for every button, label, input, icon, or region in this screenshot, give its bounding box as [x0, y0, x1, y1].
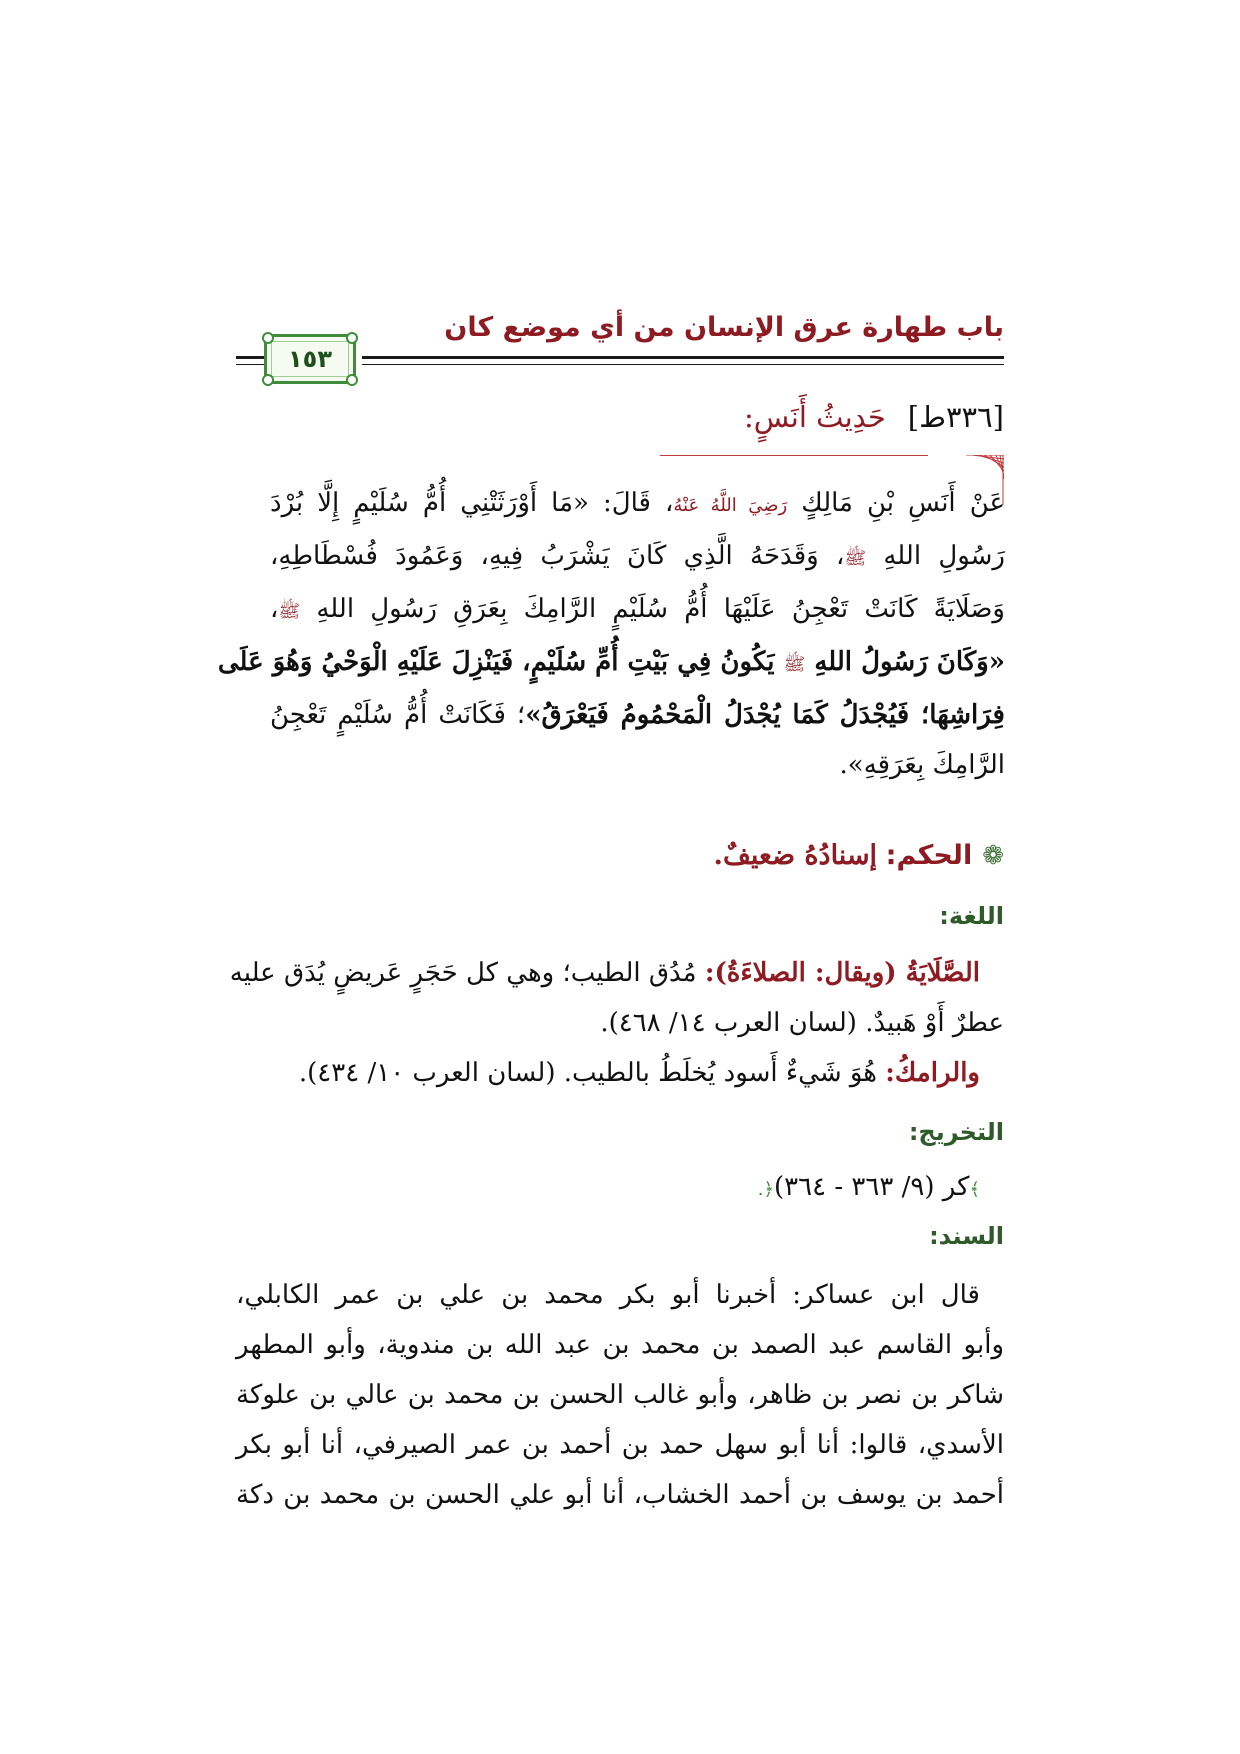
hadith-line	[270, 478, 1005, 531]
badge-corner-ornament	[346, 374, 358, 386]
sanad-line: وأبو القاسم عبد الصمد بن محمد بن عبد الله بن مندوية، وأبو المطهر	[236, 1330, 1004, 1360]
hadith-text-segment: ، وَقَدَحَهُ الَّذِي كَانَ يَشْرَبُ فِيهِ، وَعَمُودَ فُسْطَاطِهِ،	[270, 541, 845, 571]
heading-divider	[660, 455, 928, 456]
lexicon-term: الصَّلَايَةُ (ويقال: الصلاءَةُ):	[704, 958, 980, 988]
hadith-line	[270, 690, 1005, 740]
lexicon-definition: مُدُق الطيب؛ وهي كل حَجَرٍ عَريضٍ يُدَق عليه	[229, 958, 697, 988]
hadith-line	[270, 531, 1005, 584]
chapter-title: باب طهارة عرق الإنسان من أي موضع كان	[444, 312, 1004, 343]
hadith-line	[270, 584, 1005, 637]
sanad-text	[236, 1270, 1004, 1520]
sanad-line: شاكر بن نصر بن ظاهر، وأبو غالب الحسن بن محمد بن عالي بن علوكة	[236, 1380, 1004, 1410]
page-number-badge	[264, 334, 356, 384]
honorific-glyph: ﷺ	[278, 601, 301, 622]
hadith-title: حَدِيثُ أَنَسٍ:	[744, 400, 886, 434]
header-rule-left-thin	[236, 364, 264, 365]
ruling-label: الحكم:	[885, 840, 973, 871]
honorific-glyph: رَضِيَ اللَّهُ عَنْهُ	[673, 495, 788, 516]
close-bracket-ornament: ﴿.	[757, 1179, 775, 1200]
badge-corner-ornament	[262, 332, 274, 344]
hadith-text-segment: وَصَلَايَةً كَانَتْ تَعْجِنُ عَلَيْهَا أُمُّ سُلَيْمٍ الرَّامِكَ بِعَرَقِ رَسُولِ اللهِ	[300, 594, 1005, 624]
badge-corner-ornament	[346, 332, 358, 344]
sanad-heading: السند:	[929, 1222, 1004, 1250]
hadith-text-segment: يَكُونُ فِي بَيْتِ أُمِّ سُلَيْمٍ، فَيَنْزِلَ عَلَيْهِ الْوَحْيُ وَهُوَ عَلَى	[217, 647, 784, 677]
sanad-line: أحمد بن يوسف بن أحمد الخشاب، أنا أبو علي الحسن بن محمد بن دكة	[236, 1480, 1004, 1510]
lexicon-line: عطرٌ أَوْ هَبيدٌ. (لسان العرب ١٤/ ٤٦٨).	[600, 1008, 1004, 1038]
ruling-value: إسنادُهُ ضعيفٌ.	[713, 840, 878, 871]
hadith-text-segment: رَسُولِ اللهِ	[866, 541, 1005, 571]
honorific-glyph: ﷺ	[844, 548, 867, 569]
lexicon-salaya	[229, 948, 1004, 1048]
hadith-heading	[744, 400, 1004, 434]
hadith-text-segment: ،	[270, 594, 279, 624]
takhrij-heading: التخريج:	[908, 1118, 1004, 1146]
takhrij-reference	[758, 1172, 980, 1202]
page-number: ١٥٣	[288, 345, 332, 373]
header-rule-left	[236, 356, 264, 359]
hadith-text-segment: ، قَالَ: «مَا أَوْرَثَتْنِي أُمُّ سُلَيْمٍ إِلَّا بُرْدَ	[270, 488, 674, 518]
open-bracket-ornament: ﴾	[969, 1179, 980, 1200]
ruling-line	[714, 840, 1004, 871]
hadith-text-segment: «وَكَانَ رَسُولُ اللهِ	[805, 647, 1005, 677]
lexicon-term: والرامكُ:	[885, 1058, 980, 1088]
hadith-text	[217, 478, 1005, 790]
takhrij-text: كر (٩/ ٣٦٣ - ٣٦٤)	[774, 1172, 970, 1202]
lexicon-line	[236, 1048, 1004, 1098]
sanad-line: قال ابن عساكر: أخبرنا أبو بكر محمد بن علي بن عمر الكابلي،	[236, 1280, 980, 1310]
flower-ornament-icon: ❁	[982, 841, 1004, 871]
lexicon-definition: هُوَ شَيءٌ أَسود يُخلَطُ بالطيب. (لسان العرب ١٠/ ٤٣٤).	[298, 1058, 878, 1088]
lexicon-line	[229, 948, 1004, 998]
hadith-number: [٣٣٦ط]	[907, 400, 1004, 434]
header-rule-thin	[362, 364, 1004, 365]
hadith-line	[217, 637, 1005, 690]
hadith-text-segment: الرَّامِكَ بِعَرَقِهِ».	[839, 750, 1005, 780]
hadith-text-segment: ؛ فَكَانَتْ أُمُّ سُلَيْمٍ تَعْجِنُ	[270, 700, 526, 730]
honorific-glyph: ﷺ	[783, 654, 806, 675]
hadith-text-segment: عَنْ أَنَسِ بْنِ مَالِكٍ	[787, 488, 1005, 518]
language-heading: اللغة:	[939, 902, 1004, 930]
badge-corner-ornament	[262, 374, 274, 386]
header-rule	[362, 356, 1004, 359]
lexicon-ramik	[236, 1048, 1004, 1098]
sanad-line: الأسدي، قالوا: أنا أبو سهل حمد بن أحمد بن عمر الصيرفي، أنا أبو بكر	[236, 1430, 1004, 1460]
hadith-line	[270, 740, 1005, 790]
hadith-text-segment: فِرَاشِهَا؛ فَيُجْدَلُ كَمَا يُجْدَلُ الْمَحْمُومُ فَيَعْرَقُ»	[525, 700, 1005, 730]
